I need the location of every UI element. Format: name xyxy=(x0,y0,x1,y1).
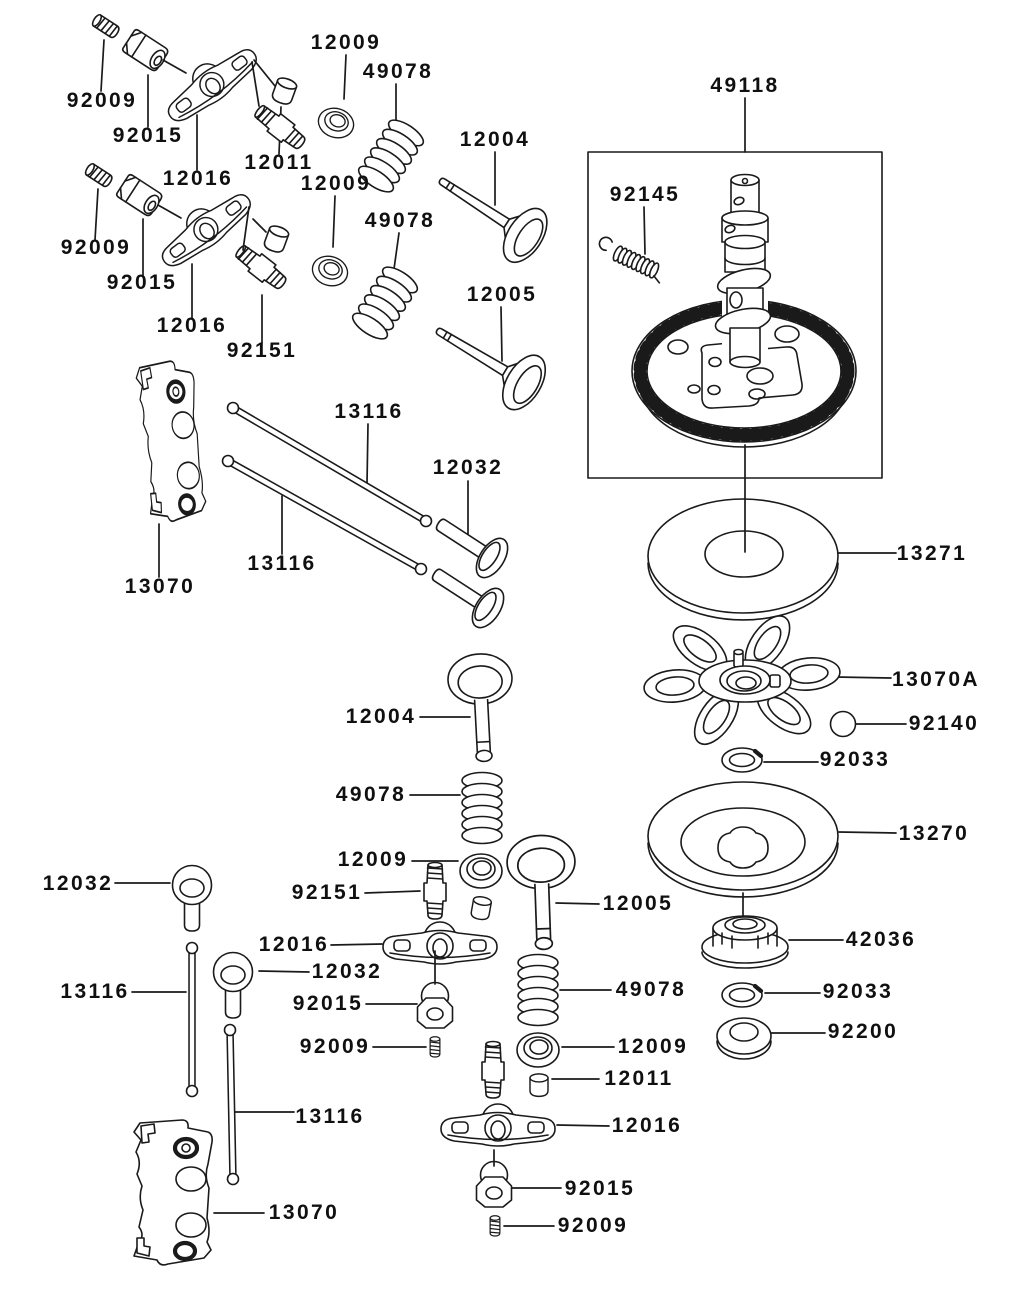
governor-washer-13271-drawing xyxy=(648,499,838,620)
pivot-bolt-drawing xyxy=(482,1042,504,1099)
part-label: 42036 xyxy=(845,928,917,951)
intake-valve-12004-drawing xyxy=(424,155,556,270)
guide-plate-13070-drawing xyxy=(135,359,208,523)
part-label: 13070 xyxy=(124,575,196,598)
part-label: 92015 xyxy=(564,1177,636,1200)
part-label: 92140 xyxy=(908,712,980,735)
part-label: 92009 xyxy=(66,89,138,112)
part-label: 12011 xyxy=(244,151,314,174)
intake-valve-12004-drawing xyxy=(447,652,517,763)
part-label: 12004 xyxy=(345,705,417,728)
steel-ball-92140-drawing xyxy=(831,712,856,737)
part-label: 12011 xyxy=(604,1067,674,1090)
part-label: 12005 xyxy=(602,892,674,915)
part-label: 92009 xyxy=(60,236,132,259)
part-label: 49078 xyxy=(362,60,434,83)
part-label: 12004 xyxy=(459,128,531,151)
part-label: 49078 xyxy=(364,209,436,232)
part-label: 92200 xyxy=(827,1020,899,1043)
part-label: 92033 xyxy=(822,980,894,1003)
cap-12011-drawing xyxy=(263,224,290,254)
rocker-arm-12016-drawing xyxy=(157,35,264,129)
part-label: 92151 xyxy=(226,339,298,362)
guide-plate-13070-drawing xyxy=(134,1120,212,1265)
rocker-arm-12016-drawing xyxy=(383,922,497,964)
part-label: 92145 xyxy=(609,183,681,206)
valve-spring-49078-drawing xyxy=(349,262,421,343)
pivot-bolt-92151-drawing xyxy=(424,863,446,920)
part-label: 12005 xyxy=(466,283,538,306)
retainer-12009-drawing xyxy=(460,854,502,888)
valve-spring-49078-drawing xyxy=(518,955,558,1026)
cap-12011-drawing xyxy=(271,76,298,106)
part-label: 12032 xyxy=(311,960,383,983)
part-label: 12016 xyxy=(162,167,234,190)
valve-spring-49078-drawing xyxy=(462,773,502,844)
part-label: 92033 xyxy=(819,748,891,771)
part-label: 12016 xyxy=(156,314,228,337)
pushrod-13116-drawing xyxy=(187,943,198,1097)
pivot-nut-92015-drawing xyxy=(477,1162,512,1208)
tappet-12032-drawing xyxy=(214,953,253,1019)
exhaust-valve-12005-drawing xyxy=(506,834,578,950)
adjuster-92015-drawing xyxy=(122,29,171,73)
part-label: 92009 xyxy=(299,1035,371,1058)
part-label: 13070A xyxy=(892,668,980,691)
part-label: 12009 xyxy=(300,172,372,195)
pivot-nut-92015-drawing xyxy=(418,983,453,1029)
part-label: 12016 xyxy=(611,1114,683,1137)
part-label: 13270 xyxy=(898,822,970,845)
part-label: 12032 xyxy=(42,872,114,895)
locknut-screw-drawing xyxy=(84,162,114,188)
locknut-screw-drawing xyxy=(91,13,121,39)
part-label: 92151 xyxy=(291,881,363,904)
part-label: 92015 xyxy=(106,271,178,294)
snap-ring-92033-drawing xyxy=(722,983,762,1007)
part-label: 49078 xyxy=(615,978,687,1001)
tappet-12032-drawing xyxy=(173,866,212,932)
part-labels xyxy=(43,31,980,1237)
part-label: 13116 xyxy=(334,400,404,423)
part-label: 92015 xyxy=(112,124,184,147)
governor-plate-13270-drawing xyxy=(648,782,838,897)
part-label: 13116 xyxy=(247,552,317,575)
governor-spring-drawing xyxy=(595,235,668,283)
part-label: 12009 xyxy=(337,848,409,871)
part-label: 12016 xyxy=(258,933,330,956)
adjuster-92015-drawing xyxy=(116,174,165,218)
retainer-12009-drawing xyxy=(315,104,358,143)
part-label: 12009 xyxy=(617,1035,689,1058)
screw-92009-drawing xyxy=(490,1216,500,1236)
sleeve-42036-drawing xyxy=(702,916,788,968)
pushrod-13116-drawing xyxy=(225,1025,239,1185)
part-label: 92015 xyxy=(292,992,364,1015)
rocker-arm-12016-drawing xyxy=(441,1104,555,1146)
cap-12011-drawing xyxy=(530,1074,548,1097)
snap-ring-92033-drawing xyxy=(722,748,762,772)
part-label: 13070 xyxy=(268,1201,340,1224)
part-label: 49078 xyxy=(335,783,407,806)
part-label: 13271 xyxy=(896,542,968,565)
retainer-12009-drawing xyxy=(309,252,352,291)
part-label: 49118 xyxy=(710,74,780,97)
retainer-12009-drawing xyxy=(517,1033,559,1067)
part-label: 92009 xyxy=(557,1214,629,1237)
part-label: 13116 xyxy=(60,980,130,1003)
exhaust-valve-12005-drawing xyxy=(422,304,554,416)
screw-92009-drawing xyxy=(430,1037,440,1057)
governor-holder-13070A-drawing xyxy=(643,608,842,751)
part-label: 12032 xyxy=(432,456,504,479)
washer-92200-drawing xyxy=(717,1018,771,1059)
cap-12011-drawing xyxy=(470,895,492,920)
camshaft-drawing xyxy=(632,175,856,448)
part-label: 13116 xyxy=(295,1105,365,1128)
part-label: 12009 xyxy=(310,31,382,54)
